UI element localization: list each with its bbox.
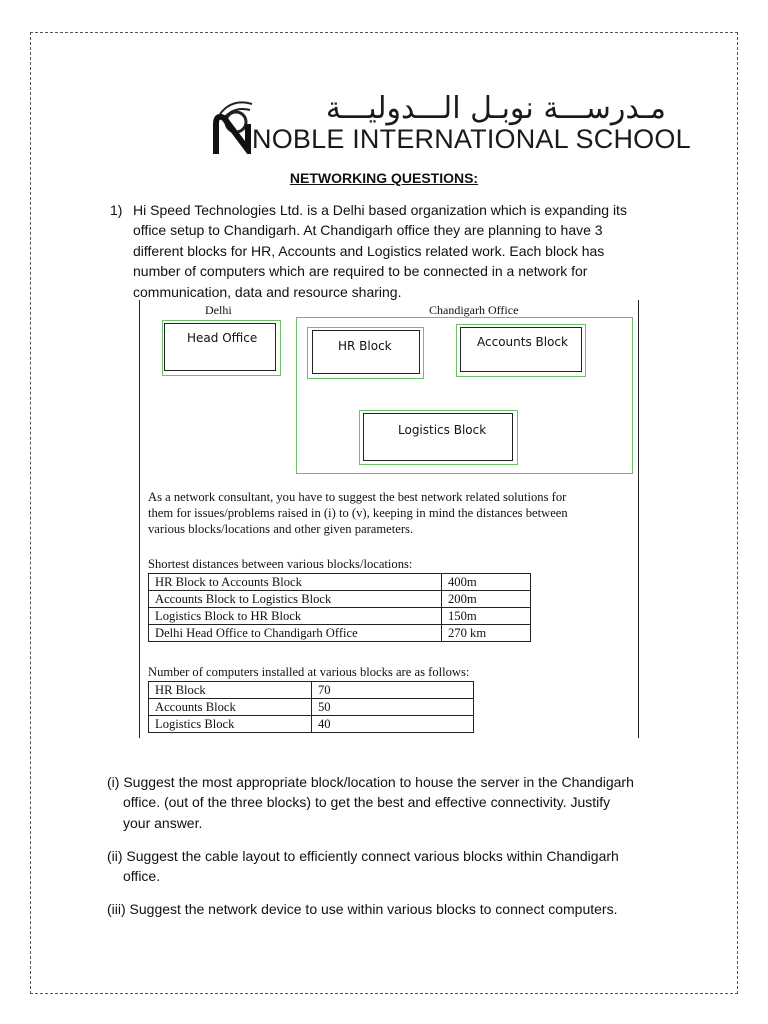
figure-paragraph: [148, 489, 634, 537]
accounts-block-label: Accounts Block: [477, 335, 568, 349]
question-line: office setup to Chandigarh. At Chandigarh office they are planning to have 3: [133, 222, 603, 239]
table-row: [149, 716, 474, 733]
question-text: [133, 200, 673, 302]
table-row: [149, 591, 531, 608]
subquestion-line: (ii) Suggest the cable layout to efficiently connect various blocks within Chandigarh: [107, 848, 619, 864]
subquestion-line: (i) Suggest the most appropriate block/location to house the server in the Chandigarh: [107, 774, 634, 790]
computers-table: [148, 681, 474, 733]
table-cell: 40: [312, 716, 474, 733]
logistics-block-label: Logistics Block: [398, 423, 487, 437]
table-row: [149, 699, 474, 716]
table-cell: 270 km: [442, 625, 531, 642]
table-cell: Logistics Block to HR Block: [149, 608, 442, 625]
hr-block-label: HR Block: [338, 339, 392, 353]
subquestion-i: [107, 772, 687, 833]
figure-paragraph-line: them for issues/problems raised in (i) to (v), keeping in mind the distances between: [148, 506, 568, 520]
table-row: [149, 682, 474, 699]
school-logo: [212, 91, 691, 158]
subquestion-line: (iii) Suggest the network device to use within various blocks to connect computers.: [107, 901, 618, 917]
head-office-label: Head Office: [187, 331, 258, 345]
table-cell: Accounts Block: [149, 699, 312, 716]
figure-paragraph-line: various blocks/locations and other given parameters.: [148, 522, 414, 536]
table-cell: HR Block to Accounts Block: [149, 574, 442, 591]
table-cell: Logistics Block: [149, 716, 312, 733]
table-row: [149, 574, 531, 591]
hr-block-box: [312, 330, 420, 374]
subquestion-ii: [107, 846, 687, 887]
question-line: Hi Speed Technologies Ltd. is a Delhi based organization which is expanding its: [133, 202, 627, 218]
question-line: different blocks for HR, Accounts and Logistics related work. Each block has: [133, 242, 605, 259]
table-cell: 50: [312, 699, 474, 716]
label-delhi: Delhi: [205, 303, 232, 317]
table-row: [149, 608, 531, 625]
logo-arabic-text: مـدرســـة نوبـل الـــدوليـــة: [325, 91, 666, 126]
table-cell: 200m: [442, 591, 531, 608]
subquestion-line: office. (out of the three blocks) to get the best and effective connectivity. Justify: [123, 794, 611, 811]
distances-table: [148, 573, 531, 642]
label-chandigarh-office: Chandigarh Office: [429, 303, 519, 317]
table-cell: 70: [312, 682, 474, 699]
logo-english-text: NOBLE INTERNATIONAL SCHOOL: [252, 124, 691, 154]
network-figure: [139, 300, 639, 738]
accounts-block-box: [460, 327, 582, 372]
table-cell: Accounts Block to Logistics Block: [149, 591, 442, 608]
table-cell: 150m: [442, 608, 531, 625]
subquestion-iii: [107, 899, 687, 919]
distances-caption: Shortest distances between various blocks/locations:: [148, 557, 413, 571]
table-cell: Delhi Head Office to Chandigarh Office: [149, 625, 442, 642]
subquestion-line: office.: [123, 868, 161, 885]
table-row: [149, 625, 531, 642]
question-line: number of computers which are required to be connected in a network for: [133, 263, 588, 280]
computers-caption: Number of computers installed at various blocks are as follows:: [148, 665, 470, 679]
head-office-box: [164, 323, 276, 371]
page-title: NETWORKING QUESTIONS:: [289, 170, 479, 186]
figure-paragraph-line: As a network consultant, you have to suggest the best network related solutions for: [148, 490, 567, 504]
logistics-block-box: [363, 413, 513, 461]
table-cell: HR Block: [149, 682, 312, 699]
question-number: 1): [110, 202, 123, 218]
table-cell: 400m: [442, 574, 531, 591]
subquestion-line: your answer.: [123, 814, 203, 831]
question-line: communication, data and resource sharing.: [133, 283, 402, 300]
